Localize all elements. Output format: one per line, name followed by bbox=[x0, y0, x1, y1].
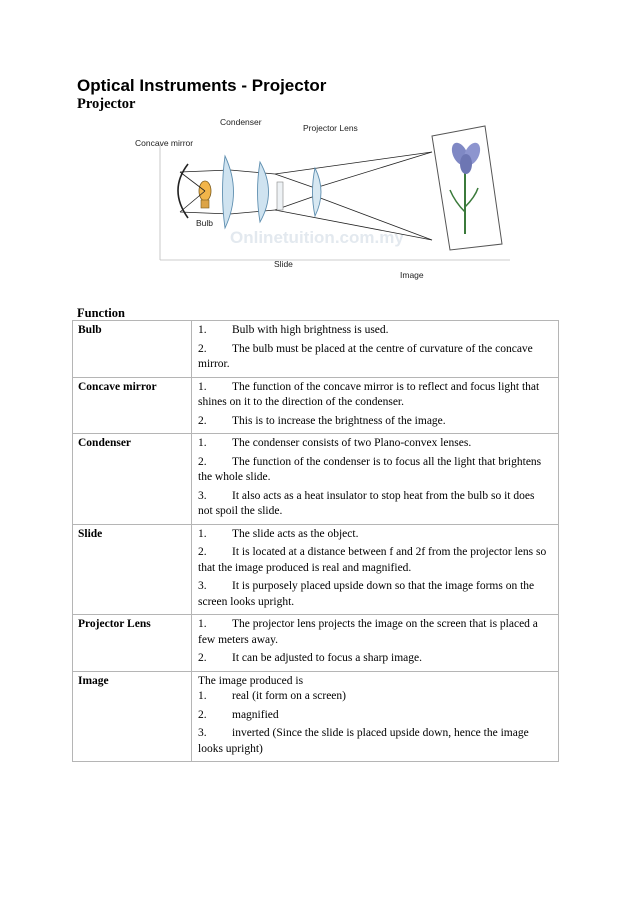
projector-diagram bbox=[120, 112, 520, 290]
list-item: 2. It can be adjusted to focus a sharp image. bbox=[198, 652, 423, 664]
label-slide: Slide bbox=[274, 259, 293, 269]
label-image: Image bbox=[400, 270, 424, 280]
row-intro: The image produced is bbox=[198, 674, 304, 687]
row-label: Concave mirror bbox=[73, 377, 192, 434]
label-bulb: Bulb bbox=[196, 218, 214, 228]
label-condenser: Condenser bbox=[220, 117, 262, 127]
table-row bbox=[73, 321, 559, 378]
list-item: 2. The bulb must be placed at the centre of curvature of the concave mirror. bbox=[198, 342, 533, 370]
row-label: Slide bbox=[73, 524, 192, 615]
row-label: Bulb bbox=[73, 321, 192, 378]
table-row bbox=[73, 615, 559, 672]
row-content bbox=[192, 615, 559, 672]
list-item: 1. The slide acts as the object. bbox=[198, 527, 359, 540]
list-item: 2. magnified bbox=[198, 708, 279, 721]
light-rays bbox=[180, 152, 432, 240]
list-item: 1. real (it form on a screen) bbox=[198, 690, 346, 702]
projector-lens-shape bbox=[313, 168, 322, 216]
row-content bbox=[192, 671, 559, 762]
function-table bbox=[72, 320, 559, 762]
row-content bbox=[192, 524, 559, 615]
label-projector-lens: Projector Lens bbox=[303, 123, 358, 133]
row-label: Image bbox=[73, 671, 192, 762]
table-row bbox=[73, 434, 559, 525]
function-heading: Function bbox=[77, 306, 125, 320]
screen-shape bbox=[432, 126, 502, 250]
list-item: 1. The function of the concave mirror is to reflect and focus light that shines on it to the direction of the condenser. bbox=[198, 380, 540, 408]
slide-shape bbox=[277, 182, 283, 210]
table-row bbox=[73, 377, 559, 434]
list-item: 1. The projector lens projects the image on the screen that is placed a few meters away. bbox=[198, 618, 538, 646]
row-label: Projector Lens bbox=[73, 615, 192, 672]
list-item: 3. It also acts as a heat insulator to stop heat from the bulb so it does not spoil the slide. bbox=[198, 489, 535, 517]
row-content bbox=[192, 321, 559, 378]
table-row bbox=[73, 671, 559, 762]
row-content bbox=[192, 377, 559, 434]
list-item: 2. It is located at a distance between f and 2f from the projector lens so that the image produced is real and magnified. bbox=[198, 546, 547, 574]
list-item: 2. This is to increase the brightness of the image. bbox=[198, 414, 446, 427]
label-concave-mirror: Concave mirror bbox=[135, 138, 194, 148]
condenser-lens-1 bbox=[223, 156, 234, 228]
page-title: Optical Instruments - Projector bbox=[77, 76, 327, 95]
list-item: 3. It is purposely placed upside down so that the image forms on the screen looks upright. bbox=[198, 580, 535, 608]
table-row bbox=[73, 524, 559, 615]
condenser-lens-2 bbox=[258, 162, 269, 222]
row-content bbox=[192, 434, 559, 525]
list-item: 1. The condenser consists of two Plano-convex lenses. bbox=[198, 437, 472, 449]
row-label: Condenser bbox=[73, 434, 192, 525]
list-item: 3. inverted (Since the slide is placed upside down, hence the image looks upright) bbox=[198, 727, 529, 755]
section-subtitle: Projector bbox=[77, 96, 136, 112]
watermark: Onlinetuition.com.my bbox=[230, 228, 404, 247]
list-item: 1. Bulb with high brightness is used. bbox=[198, 324, 389, 336]
bulb-base bbox=[201, 200, 209, 208]
list-item: 2. The function of the condenser is to focus all the light that brightens the whole slide. bbox=[198, 455, 542, 483]
